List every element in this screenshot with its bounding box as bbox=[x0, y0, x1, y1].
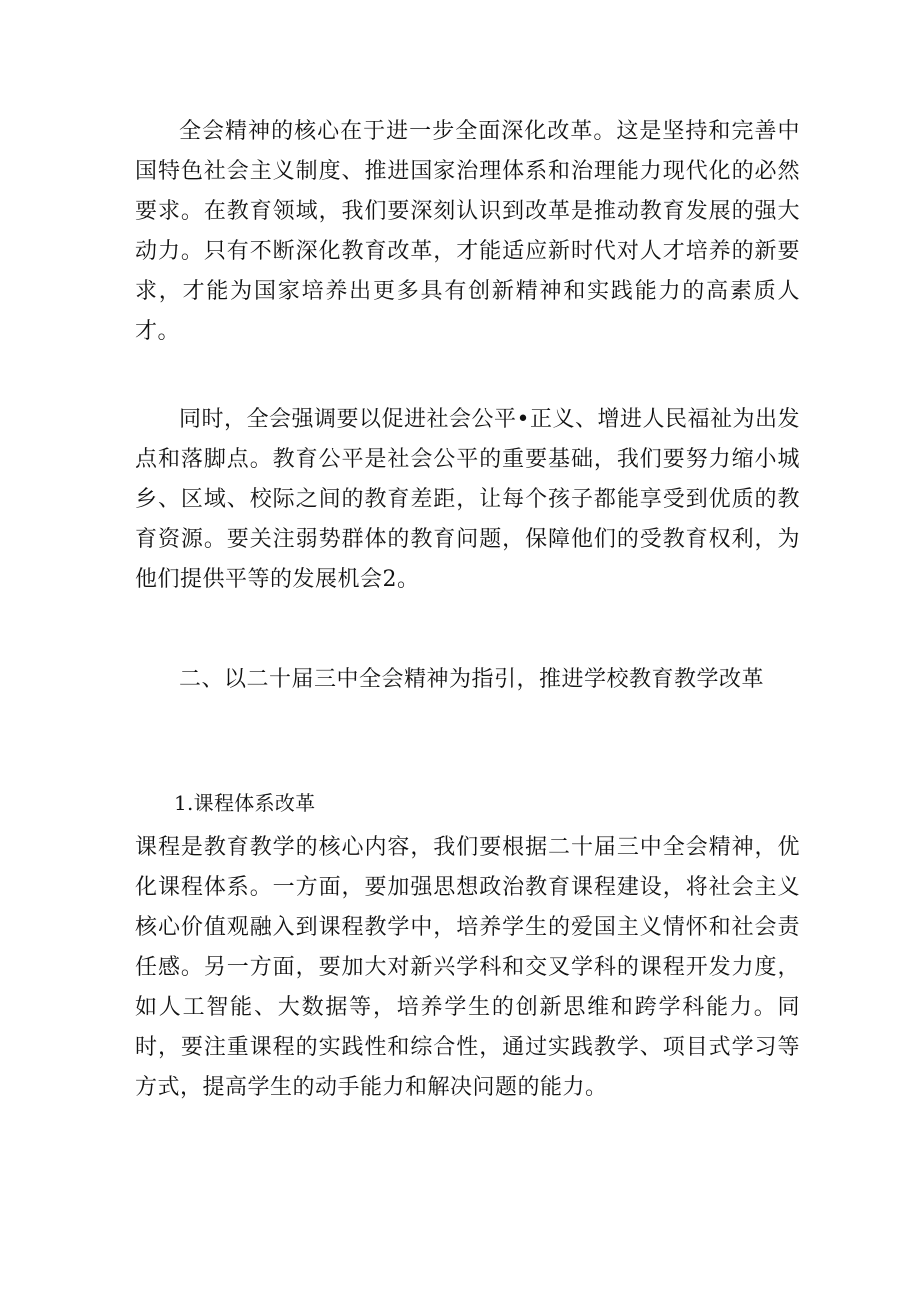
section-heading: 二、以二十届三中全会精神为指引，推进学校教育教学改革 bbox=[179, 667, 765, 692]
paragraph-curriculum-reform: 课程是教育教学的核心内容，我们要根据二十届三中全会精神，优化课程体系。一方面，要加强思想政治教育课程建设，将社会主义核心价值观融入到课程教学中，培养学生的爱国主义情怀和社会责任感。另一方面，要加大对新兴学科和交叉学科的课程开发力度，如人工智能、大数据等，培养学生的创新思维和跨学科能力。同时，要注重课程的实践性和综合性，通过实践教学、项目式学习等方式，提高学生的动手能力和解决问题的能力。 bbox=[135, 835, 800, 1100]
paragraph-core-spirit: 全会精神的核心在于进一步全面深化改革。这是坚持和完善中国特色社会主义制度、推进国家治理体系和治理能力现代化的必然要求。在教育领域，我们要深刻认识到改革是推动教育发展的强大动力。只有不断深化教育改革，才能适应新时代对人才培养的新要求，才能为国家培养出更多具有创新精神和实践能力的高素质人才。 bbox=[135, 119, 800, 344]
subsection-heading: 1.课程体系改革 bbox=[174, 791, 316, 815]
paragraph-education-fairness: 同时，全会强调要以促进社会公平•正义、增进人民福祉为出发点和落脚点。教育公平是社会公平的重要基础，我们要努力缩小城乡、区域、校际之间的教育差距，让每个孩子都能享受到优质的教育资源。要关注弱势群体的教育问题，保障他们的受教育权利，为他们提供平等的发展机会2。 bbox=[135, 407, 800, 592]
